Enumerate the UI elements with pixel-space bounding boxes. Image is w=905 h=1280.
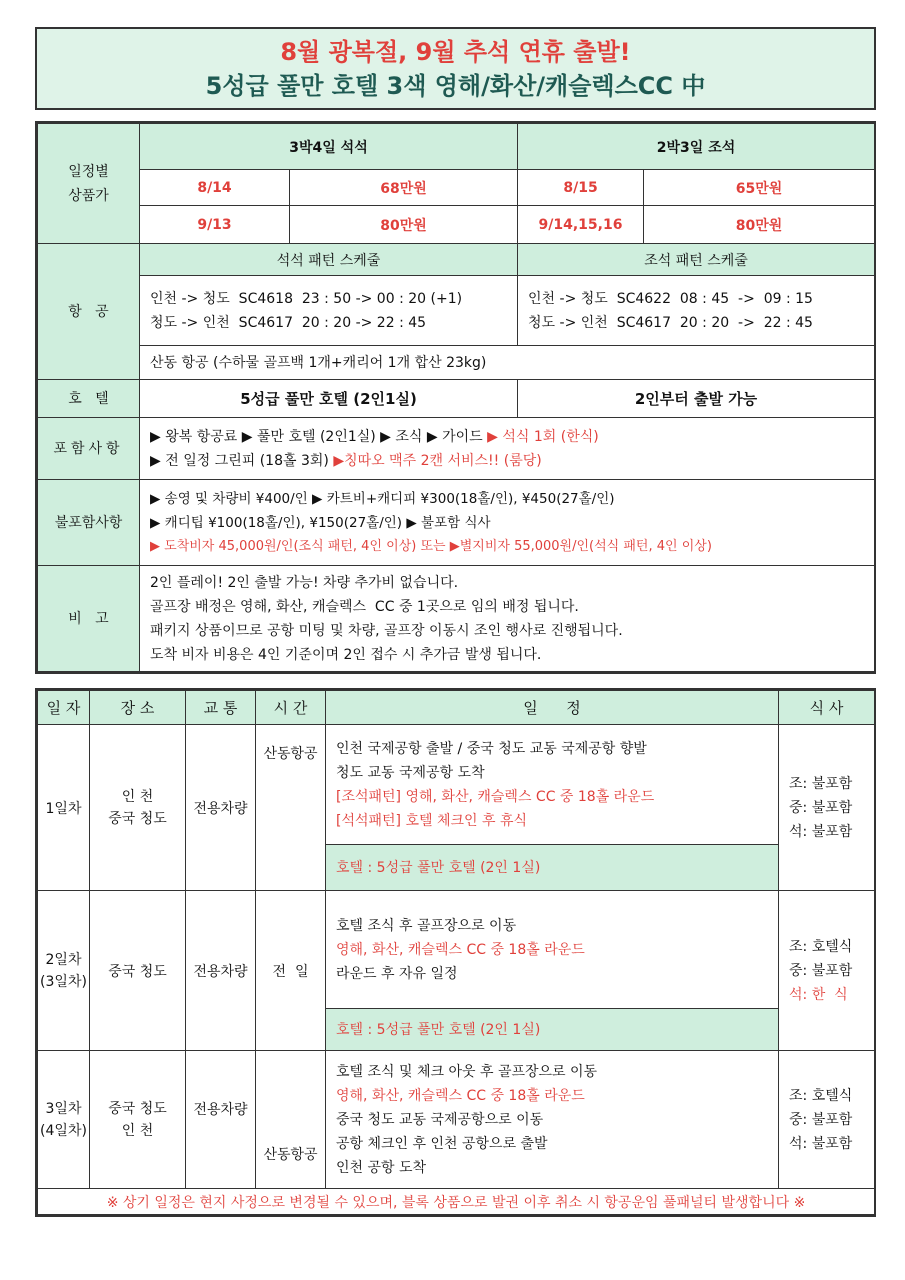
day1-place-2: 중국 청도 [108,810,167,827]
right-price-2: 80만원 [644,206,875,244]
included-line-1: ▶ 왕복 항공료 ▶ 풀만 호텔 (2인1실) ▶ 조식 ▶ 가이드 [150,428,483,445]
remarks-label: 비 고 [38,566,140,672]
col-header-transport: 교 통 [186,691,256,725]
day1-item-2: 청도 교동 국제공항 도착 [336,764,485,781]
included-items [140,418,875,480]
day1-itinerary [326,725,779,845]
day1-label: 1일차 [38,725,90,891]
col-header-meals: 식 사 [779,691,875,725]
title-line-2: 5성급 풀만 호텔 3색 영해/화산/캐슬렉스CC 中 [205,72,706,100]
hotel-name: 5성급 풀만 호텔 (2인1실) [140,380,518,418]
day1-meal-lunch: 중: 불포함 [789,799,853,816]
day3-label-main: 3일차 [45,1100,82,1117]
day1-meals [779,725,875,891]
day3-item-2: 영해, 화산, 캐슬렉스 CC 중 18홀 라운드 [336,1087,585,1104]
day2-label-sub: (3일차) [40,973,87,990]
col-header-place: 장 소 [90,691,186,725]
price-label-line-2: 상품가 [68,187,109,204]
day1-place [90,725,186,891]
day2-time: 전 일 [256,891,326,1051]
right-date-2: 9/14,15,16 [518,206,644,244]
day3-place-1: 중국 청도 [108,1100,167,1117]
left-date-2: 9/13 [140,206,290,244]
excluded-line-3: ▶ 도착비자 45,000원/인(조식 패턴, 4인 이상) 또는 ▶별지비자 55,000원/인(석식 패턴, 4인 이상) [150,538,712,554]
day3-item-4: 공항 체크인 후 인천 공항으로 출발 [336,1135,548,1152]
hotel-label: 호 텔 [38,380,140,418]
col-header-day: 일 자 [38,691,90,725]
day2-place: 중국 청도 [90,891,186,1051]
left-price-1: 68만원 [290,170,518,206]
footnote: ※ 상기 일정은 현지 사정으로 변경될 수 있으며, 블록 상품으로 발권 이후 취소 시 항공운임 풀패널티 발생합니다 ※ [38,1189,875,1215]
day1-transport: 전용차량 [186,725,256,891]
day3-meal-lunch: 중: 불포함 [789,1111,853,1128]
day1-item-4: [석석패턴] 호텔 체크인 후 휴식 [336,812,528,829]
day2-meal-breakfast: 조: 호텔식 [789,938,853,955]
left-price-2: 80만원 [290,206,518,244]
day1-time: 산동항공 [256,725,326,891]
day2-meals [779,891,875,1051]
day3-place [90,1051,186,1189]
day3-item-3: 중국 청도 교동 국제공항으로 이동 [336,1111,544,1128]
day2-meal-lunch: 중: 불포함 [789,962,853,979]
remarks-text [140,566,875,672]
col-header-itinerary: 일 정 [326,691,779,725]
day2-label-main: 2일차 [45,951,82,968]
title-line-1: 8월 광복절, 9월 추석 연휴 출발! [280,38,631,66]
left-flight-schedule [140,276,518,346]
day3-label [38,1051,90,1189]
right-package-header: 2박3일 조석 [518,124,875,170]
day1-item-3: [조석패턴] 영해, 화산, 캐슬렉스 CC 중 18홀 라운드 [336,788,655,805]
day3-place-2: 인 천 [121,1122,154,1139]
hotel-min-people: 2인부터 출발 가능 [518,380,875,418]
right-flight-schedule [518,276,875,346]
remark-line-2: 골프장 배정은 영해, 화산, 캐슬렉스 CC 중 1곳으로 임의 배정 됩니다. [150,598,579,615]
included-line-1-red: ▶ 석식 1회 (한식) [487,428,599,445]
day3-transport: 전용차량 [186,1051,256,1189]
remark-line-4: 도착 비자 비용은 4인 기준이며 2인 접수 시 추가금 발생 됩니다. [150,646,542,663]
day3-label-sub: (4일차) [40,1122,87,1139]
day2-item-2: 영해, 화산, 캐슬렉스 CC 중 18홀 라운드 [336,941,585,958]
excluded-label: 불포함사항 [38,480,140,566]
day3-meals [779,1051,875,1189]
left-schedule-title: 석석 패턴 스케줄 [140,244,518,276]
day2-meal-dinner: 석: 한 식 [789,986,848,1003]
included-line-2: ▶ 전 일정 그린피 (18홀 3회) [150,452,329,469]
day2-itinerary [326,891,779,1009]
airline-note: 산동 항공 (수하물 골프백 1개+캐리어 1개 합산 23kg) [140,346,875,380]
right-flight-line-1: 인천 -> 청도 SC4622 08 : 45 -> 09 : 15 [528,290,813,307]
day2-transport: 전용차량 [186,891,256,1051]
day1-item-1: 인천 국제공항 출발 / 중국 청도 교동 국제공항 향발 [336,740,647,757]
day1-hotel: 호텔 : 5성급 풀만 호텔 (2인 1실) [326,845,779,891]
right-flight-line-2: 청도 -> 인천 SC4617 20 : 20 -> 22 : 45 [528,314,813,331]
day2-hotel: 호텔 : 5성급 풀만 호텔 (2인 1실) [326,1009,779,1051]
col-header-time: 시 간 [256,691,326,725]
day2-item-3: 라운드 후 자유 일정 [336,965,458,982]
right-price-1: 65만원 [644,170,875,206]
day3-time: 산동항공 [256,1051,326,1189]
day2-label [38,891,90,1051]
day1-place-1: 인 천 [121,788,154,805]
included-line-2-red: ▶칭따오 맥주 2캔 서비스!! (룸당) [333,452,542,469]
day2-item-1: 호텔 조식 후 골프장으로 이동 [336,917,517,934]
excluded-line-1: ▶ 송영 및 차량비 ¥400/인 ▶ 카트비+캐디피 ¥300(18홀/인), ¥450(27홀/인) [150,490,615,507]
day3-itinerary [326,1051,779,1189]
itinerary-table [35,688,876,1217]
excluded-line-2: ▶ 캐디팁 ¥100(18홀/인), ¥150(27홀/인) ▶ 불포함 식사 [150,514,491,531]
day1-meal-dinner: 석: 불포함 [789,823,853,840]
remark-line-3: 패키지 상품이므로 공항 미팅 및 차량, 골프장 이동시 조인 행사로 진행됩니다. [150,622,623,639]
left-package-header: 3박4일 석석 [140,124,518,170]
day3-meal-dinner: 석: 불포함 [789,1135,853,1152]
title-banner [35,27,876,110]
left-flight-line-2: 청도 -> 인천 SC4617 20 : 20 -> 22 : 45 [150,314,427,331]
left-date-1: 8/14 [140,170,290,206]
day3-meal-breakfast: 조: 호텔식 [789,1087,853,1104]
price-label [38,124,140,244]
product-info-table [35,121,876,674]
day1-meal-breakfast: 조: 불포함 [789,775,853,792]
excluded-items [140,480,875,566]
day3-item-1: 호텔 조식 및 체크 아웃 후 골프장으로 이동 [336,1063,598,1080]
left-flight-line-1: 인천 -> 청도 SC4618 23 : 50 -> 00 : 20 (+1) [150,290,463,307]
flight-label: 항 공 [38,244,140,380]
right-date-1: 8/15 [518,170,644,206]
price-label-line-1: 일정별 [68,163,109,180]
included-label: 포함사항 [38,418,140,480]
right-schedule-title: 조석 패턴 스케줄 [518,244,875,276]
remark-line-1: 2인 플레이! 2인 출발 가능! 차량 추가비 없습니다. [150,574,459,591]
day3-item-5: 인천 공항 도착 [336,1159,427,1176]
